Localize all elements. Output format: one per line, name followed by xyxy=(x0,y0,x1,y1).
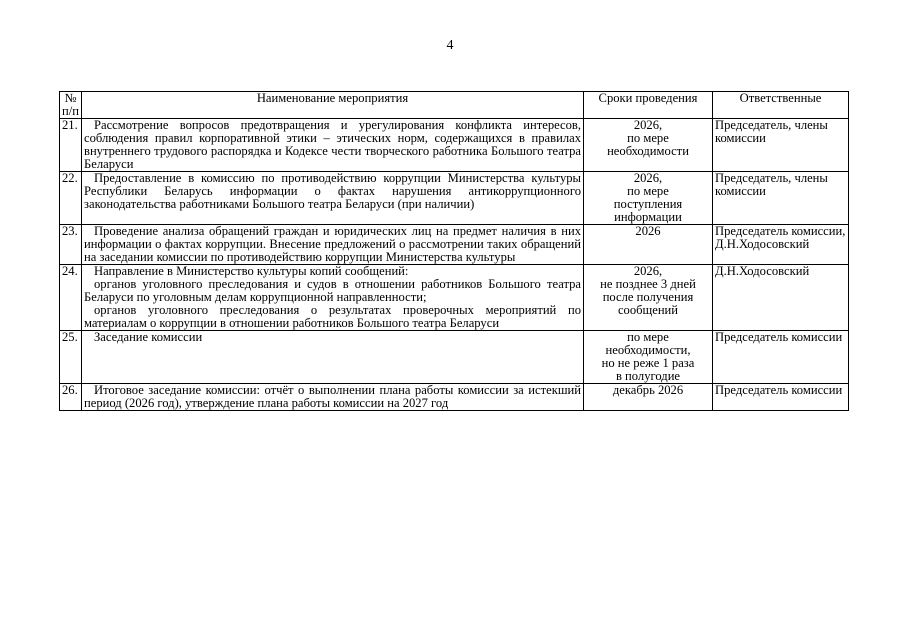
table-header-row xyxy=(60,92,849,119)
row-number: 23. xyxy=(60,225,82,265)
row-number: 22. xyxy=(60,172,82,225)
event-name-paragraph: Направление в Министерство культуры копий сообщений: xyxy=(94,264,409,278)
event-name-paragraph: Итоговое заседание комиссии: отчёт о выполнении плана работы комиссии за истекший период (2026 год), утверждение плана работы комиссии на 2027 год xyxy=(84,383,581,410)
table-row xyxy=(60,331,849,384)
table-body xyxy=(60,119,849,411)
event-term-line: но не реже 1 раза xyxy=(601,356,695,370)
table-row xyxy=(60,172,849,225)
event-term xyxy=(584,384,713,411)
header-num: № п/п xyxy=(60,92,82,119)
event-name-paragraph: органов уголовного преследования о результатах проверочных мероприятий по материалам о коррупции в отношении работников Большого театра Беларуси xyxy=(84,303,581,330)
event-responsible: Председатель комиссии, Д.Н.Ходосовский xyxy=(713,225,849,265)
event-term xyxy=(584,331,713,384)
event-term xyxy=(584,119,713,172)
event-term-line: 2026 xyxy=(635,224,661,238)
table-row xyxy=(60,225,849,265)
event-term-line: 2026, xyxy=(633,171,663,185)
event-term-line: не позднее 3 дней xyxy=(600,277,696,291)
event-term-line: в полугодие xyxy=(615,369,681,383)
event-term-line: сообщений xyxy=(617,303,679,317)
header-term: Сроки проведения xyxy=(584,92,713,119)
event-responsible: Председатель, члены комиссии xyxy=(713,119,849,172)
event-name-paragraph: Проведение анализа обращений граждан и юридических лиц на предмет наличия в них информации о фактах коррупции. Внесение предложений о рассмотрении таких обращений на заседании комиссии по противодействию коррупции Министерства культуры xyxy=(84,224,581,264)
event-term-line: по мере xyxy=(627,131,669,145)
event-term-line: информации xyxy=(614,210,682,224)
event-responsible: Д.Н.Ходосовский xyxy=(713,265,849,331)
event-term-line: по мере xyxy=(627,330,669,344)
event-term-line: необходимости xyxy=(607,144,689,158)
event-term xyxy=(584,225,713,265)
table-row xyxy=(60,384,849,411)
event-term-line: декабрь 2026 xyxy=(612,383,684,397)
table-row xyxy=(60,119,849,172)
row-number: 25. xyxy=(60,331,82,384)
event-term-line: необходимости, xyxy=(605,343,691,357)
event-term-line: 2026, xyxy=(633,264,663,278)
event-name xyxy=(82,265,584,331)
event-term-line: 2026, xyxy=(633,118,663,132)
row-number: 21. xyxy=(60,119,82,172)
row-number: 26. xyxy=(60,384,82,411)
event-term-line: по мере xyxy=(627,184,669,198)
event-term-line: поступления xyxy=(613,197,683,211)
header-responsible: Ответственные xyxy=(713,92,849,119)
event-responsible: Председатель, члены комиссии xyxy=(713,172,849,225)
event-name-paragraph: органов уголовного преследования и судов в отношении работников Большого театра Беларуси по уголовным делам коррупционной направленности; xyxy=(84,277,581,304)
event-name xyxy=(82,225,584,265)
event-name xyxy=(82,384,584,411)
event-name xyxy=(82,331,584,384)
header-name: Наименование мероприятия xyxy=(82,92,584,119)
event-responsible: Председатель комиссии xyxy=(713,384,849,411)
event-term xyxy=(584,172,713,225)
event-name-paragraph: Заседание комиссии xyxy=(94,330,203,344)
row-number: 24. xyxy=(60,265,82,331)
event-name xyxy=(82,119,584,172)
event-name xyxy=(82,172,584,225)
page-number: 4 xyxy=(446,38,454,53)
event-responsible: Председатель комиссии xyxy=(713,331,849,384)
event-name-paragraph: Рассмотрение вопросов предотвращения и урегулирования конфликта интересов, соблюдения правил корпоративной этики – этических норм, содержащихся в правилах внутреннего трудового распорядка и Кодексе чести творческого работника Большого театра Беларуси xyxy=(84,118,581,171)
events-table xyxy=(59,91,849,411)
event-term-line: после получения xyxy=(602,290,694,304)
event-term xyxy=(584,265,713,331)
table-row xyxy=(60,265,849,331)
event-name-paragraph: Предоставление в комиссию по противодействию коррупции Министерства культуры Республики Беларусь информации о фактах нарушения антикоррупционного законодательства работниками Большого театра Беларуси (при наличии) xyxy=(84,171,581,211)
